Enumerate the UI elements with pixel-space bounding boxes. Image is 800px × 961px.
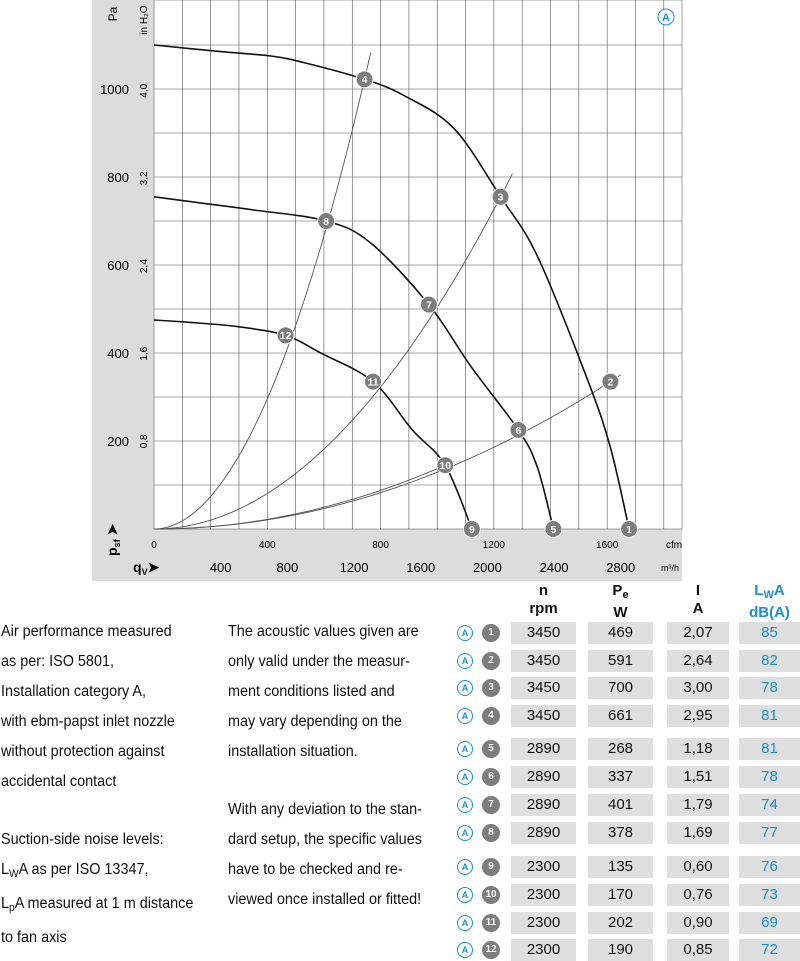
speed-cell: 3450 <box>511 705 576 727</box>
operating-point-label: 1 <box>626 523 633 536</box>
speed-cell: 2300 <box>511 939 576 961</box>
y-tick-label-inh2o: 3,2 <box>139 171 150 186</box>
x-tick-label-cfm: 400 <box>258 540 276 551</box>
svg-text:qV➤: $q_V➤$ <box>133 559 160 577</box>
note-line: The acoustic values given are <box>228 623 419 640</box>
x-tick-label-m3h: 2000 <box>472 560 502 575</box>
x-tick-label-cfm: 800 <box>372 540 389 551</box>
table-row <box>452 766 800 788</box>
table-row <box>452 856 800 878</box>
current-cell: 0,76 <box>667 884 729 906</box>
operating-point-label: 12 <box>279 330 292 343</box>
y-tick-label-pa: 400 <box>107 346 129 361</box>
header-current <box>667 582 729 618</box>
sound-power-cell: 73 <box>739 884 800 906</box>
operating-point-number: 4 <box>482 707 500 725</box>
table-row <box>452 677 800 699</box>
current-cell: 2,64 <box>667 650 729 672</box>
speed-cell: 2300 <box>511 884 576 906</box>
note-line: installation situation. <box>228 743 358 760</box>
sound-power-cell: 81 <box>739 738 800 760</box>
curve-set-badge: A <box>457 769 473 785</box>
note-line: as per: ISO 5801, <box>1 653 114 670</box>
sound-power-cell: 85 <box>739 622 800 644</box>
y-axis-unit-pa: Pa <box>106 6 120 22</box>
current-cell: 0,60 <box>667 856 729 878</box>
table-row <box>452 822 800 844</box>
table-row <box>452 622 800 644</box>
x-tick-label-m3h: 2800 <box>606 560 636 575</box>
sound-power-cell: 78 <box>739 766 800 788</box>
plot-area <box>154 0 682 529</box>
curve-set-badge: A <box>457 887 473 903</box>
operating-point-number: 7 <box>482 796 500 814</box>
note-line <box>1 889 193 923</box>
table-row <box>452 884 800 906</box>
x-tick-label-cfm: 1600 <box>596 540 619 551</box>
lwa-text: A as per ISO 13347, <box>18 861 149 878</box>
x-tick-label-m3h: 800 <box>276 560 299 575</box>
lwa-sub: W <box>9 868 19 880</box>
curve-set-badge: A <box>457 653 473 669</box>
x-tick-label-cfm: 0 <box>151 540 157 551</box>
header-sound-power <box>739 582 800 622</box>
header-power <box>588 582 653 622</box>
x-tick-label-cfm: 1200 <box>482 540 505 551</box>
operating-point-label: 4 <box>361 74 368 87</box>
operating-point-number: 11 <box>482 914 500 932</box>
header-sound-power-symbol: $L_WA$ <box>754 582 785 601</box>
speed-cell: 3450 <box>511 677 576 699</box>
curve-set-badge: A <box>457 741 473 757</box>
table-row <box>452 794 800 816</box>
note-line: accidental contact <box>1 773 117 790</box>
header-speed-symbol: n <box>538 582 549 599</box>
current-cell: 1,51 <box>667 766 729 788</box>
sound-power-cell: 72 <box>739 939 800 961</box>
speed-cell: 3450 <box>511 650 576 672</box>
note-line: Air performance measured <box>1 623 172 640</box>
current-cell: 1,18 <box>667 738 729 760</box>
y-tick-label-pa: 600 <box>107 258 129 273</box>
x-tick-label-m3h: 1600 <box>406 560 436 575</box>
table-row <box>452 939 800 961</box>
curve-set-badge: A <box>457 708 473 724</box>
noise-level-note <box>1 825 193 953</box>
power-cell: 700 <box>588 677 653 699</box>
operating-point-number: 9 <box>482 858 500 876</box>
note-line: to fan axis <box>1 929 67 946</box>
note-line: Installation category A, <box>1 683 147 700</box>
note-line: may vary depending on the <box>228 713 402 730</box>
note-line: with ebm-papst inlet nozzle <box>1 713 175 730</box>
y-tick-label-inh2o: 4,0 <box>139 83 150 98</box>
y-tick-label-pa: 1000 <box>100 82 129 97</box>
power-cell: 661 <box>588 705 653 727</box>
curve-set-badge-label: A <box>662 12 670 24</box>
operating-point-number: 8 <box>482 824 500 842</box>
header-power-symbol: $P_e$ <box>612 582 629 601</box>
y-tick-label-pa: 200 <box>107 434 129 449</box>
x-tick-label-m3h: 1200 <box>339 560 369 575</box>
speed-cell: 2890 <box>511 766 576 788</box>
current-cell: 2,95 <box>667 705 729 727</box>
power-cell: 268 <box>588 738 653 760</box>
x-tick-label-m3h: 2400 <box>539 560 569 575</box>
acoustic-validity-note <box>228 617 419 767</box>
power-cell: 190 <box>588 939 653 961</box>
y-tick-label-inh2o: 1,6 <box>139 346 150 361</box>
current-cell: 0,90 <box>667 912 729 934</box>
operating-point-number: 1 <box>482 624 500 642</box>
operating-point-number: 12 <box>482 941 500 959</box>
operating-point-label: 8 <box>323 215 330 228</box>
operating-point-number: 2 <box>482 652 500 670</box>
sound-power-cell: 77 <box>739 822 800 844</box>
operating-point-label: 3 <box>497 191 504 204</box>
table-row <box>452 650 800 672</box>
current-cell: 1,79 <box>667 794 729 816</box>
speed-cell: 2890 <box>511 822 576 844</box>
lwa-l: L <box>1 861 10 878</box>
y-axis-symbol <box>104 524 122 556</box>
y-tick-label-pa: 800 <box>107 170 129 185</box>
air-performance-note <box>1 617 175 797</box>
chart-frame-bottom <box>92 529 682 581</box>
power-cell: 378 <box>588 822 653 844</box>
y-tick-label-inh2o: 2,4 <box>139 259 150 274</box>
note-line: With any deviation to the stan- <box>228 801 422 818</box>
y-tick-label-inh2o: 0,8 <box>139 434 150 449</box>
svg-text:psf ➤: $p_{sf}$ ➤ <box>104 523 122 556</box>
note-line: only valid under the measur- <box>228 653 410 670</box>
x-axis-unit-cfm: cfm <box>665 540 683 551</box>
note-line: ment conditions listed and <box>228 683 395 700</box>
operating-point-label: 5 <box>550 523 557 536</box>
operating-point-label: 9 <box>468 523 475 536</box>
header-speed <box>511 582 576 618</box>
table-row <box>452 738 800 760</box>
power-cell: 469 <box>588 622 653 644</box>
note-line: Suction-side noise levels: <box>1 831 164 848</box>
power-cell: 337 <box>588 766 653 788</box>
sound-power-cell: 81 <box>739 705 800 727</box>
operating-point-label: 2 <box>607 376 614 389</box>
x-tick-label-m3h: 400 <box>209 560 232 575</box>
curve-set-badge: A <box>457 859 473 875</box>
header-current-symbol: I <box>695 582 701 599</box>
power-cell: 202 <box>588 912 653 934</box>
note-line: have to be checked and re- <box>228 861 403 878</box>
curve-set-badge: A <box>457 825 473 841</box>
sound-power-cell: 76 <box>739 856 800 878</box>
sound-power-cell: 74 <box>739 794 800 816</box>
power-cell: 170 <box>588 884 653 906</box>
speed-cell: 3450 <box>511 622 576 644</box>
operating-point-number: 6 <box>482 768 500 786</box>
speed-cell: 2300 <box>511 856 576 878</box>
header-speed-unit: rpm <box>529 600 558 617</box>
current-cell: 2,07 <box>667 622 729 644</box>
note-line: dard setup, the specific values <box>228 831 422 848</box>
operating-point-number: 3 <box>482 679 500 697</box>
lpa-text: A measured at 1 m distance <box>14 895 194 912</box>
table-row <box>452 912 800 934</box>
lpa-l: L <box>1 895 10 912</box>
curve-set-badge: A <box>457 915 473 931</box>
power-cell: 135 <box>588 856 653 878</box>
operating-point-number: 5 <box>482 740 500 758</box>
curve-set-badge: A <box>457 942 473 958</box>
curve-set-badge: A <box>457 797 473 813</box>
operating-point-number: 10 <box>482 886 500 904</box>
power-cell: 401 <box>588 794 653 816</box>
sound-power-cell: 78 <box>739 677 800 699</box>
current-cell: 0,85 <box>667 939 729 961</box>
sound-power-cell: 82 <box>739 650 800 672</box>
curve-set-badge: A <box>457 680 473 696</box>
lpa-sub: p <box>9 902 15 914</box>
note-line <box>1 855 193 889</box>
operating-point-label: 11 <box>367 376 379 389</box>
operating-point-label: 7 <box>425 299 432 312</box>
speed-cell: 2890 <box>511 794 576 816</box>
header-power-unit: W <box>613 604 628 621</box>
table-row <box>452 705 800 727</box>
operating-point-label: 6 <box>515 424 522 437</box>
speed-cell: 2300 <box>511 912 576 934</box>
header-current-unit: A <box>692 600 704 617</box>
current-cell: 3,00 <box>667 677 729 699</box>
power-cell: 591 <box>588 650 653 672</box>
x-axis-unit-m3h: m³/h <box>661 563 679 573</box>
operating-point-label: 10 <box>439 460 452 472</box>
deviation-note <box>228 795 422 915</box>
note-line: without protection against <box>1 743 165 760</box>
speed-cell: 2890 <box>511 738 576 760</box>
current-cell: 1,69 <box>667 822 729 844</box>
note-line: viewed once installed or fitted! <box>228 891 422 908</box>
sound-power-cell: 69 <box>739 912 800 934</box>
curve-set-badge: A <box>457 625 473 641</box>
header-sound-power-unit: dB(A) <box>749 604 790 621</box>
y-axis-unit-inh2o: in H₂O <box>139 5 150 35</box>
